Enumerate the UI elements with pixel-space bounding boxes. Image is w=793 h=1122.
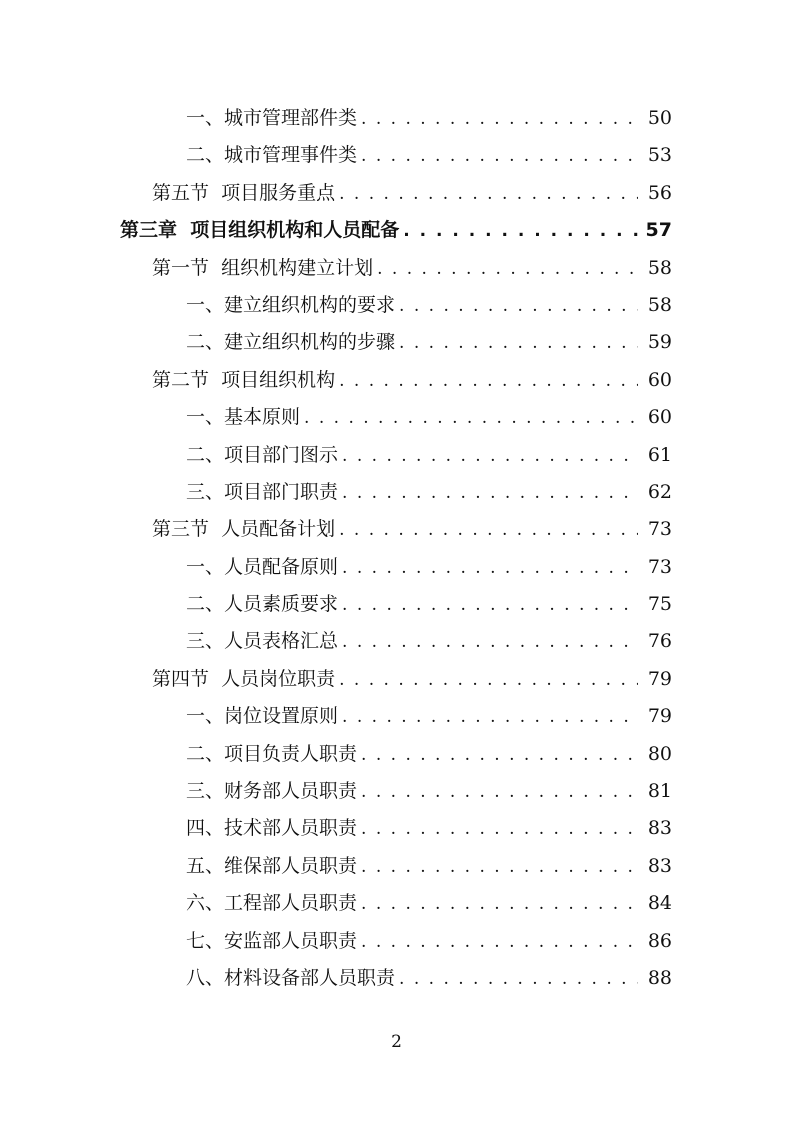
toc-entry-title: 一、城市管理部件类 (186, 107, 358, 129)
toc-entry-item[interactable] (0, 923, 793, 960)
toc-entry-item[interactable] (0, 100, 793, 137)
toc-entry-title: 八、材料设备部人员职责 (186, 966, 396, 989)
toc-entry-page: 58 (647, 256, 672, 279)
toc-entry-page: 81 (647, 780, 672, 803)
toc-entry-item[interactable] (0, 698, 793, 735)
page-number: 2 (391, 1032, 402, 1052)
toc-dot-leader (361, 886, 638, 923)
toc-dot-leader (342, 624, 638, 661)
toc-entry-title: 三、财务部人员职责 (186, 780, 358, 803)
toc-entry-page: 61 (647, 443, 672, 466)
toc-dot-leader (342, 550, 638, 587)
toc-dot-leader (339, 662, 638, 699)
toc-entry-title: 第一节 组织机构建立计划 (152, 256, 374, 279)
toc-entry-title: 三、人员表格汇总 (186, 630, 339, 653)
toc-dot-leader (342, 475, 638, 512)
toc-entry-item[interactable] (0, 586, 793, 623)
toc-dot-leader (339, 512, 638, 549)
toc-entry-title: 六、工程部人员职责 (186, 892, 358, 915)
toc-dot-leader (399, 961, 638, 998)
toc-entry-page: 60 (647, 406, 672, 429)
toc-entry-page: 79 (647, 667, 672, 690)
toc-entry-item[interactable] (0, 736, 793, 773)
toc-entry-item[interactable] (0, 848, 793, 885)
toc-dot-leader (361, 737, 638, 774)
toc-entry-title: 五、维保部人员职责 (186, 854, 358, 877)
toc-entry-item[interactable] (0, 810, 793, 847)
toc-entry-page: 83 (647, 854, 672, 877)
toc-entry-page: 56 (647, 181, 672, 204)
toc-dot-leader (361, 849, 638, 886)
toc-entry-item[interactable] (0, 287, 793, 324)
toc-entry-page: 57 (645, 219, 672, 242)
toc-entry-page: 50 (647, 107, 672, 129)
toc-entry-page: 73 (647, 518, 672, 541)
toc-entry-chapter[interactable] (0, 212, 793, 249)
toc-entry-title: 第二节 项目组织机构 (152, 368, 336, 391)
toc-dot-leader (399, 325, 638, 362)
toc-entry-title: 一、岗位设置原则 (186, 705, 339, 728)
toc-entry-title: 一、人员配备原则 (186, 555, 339, 578)
toc-dot-leader (342, 699, 638, 736)
toc-entry-title: 二、项目部门图示 (186, 443, 339, 466)
toc-entry-item[interactable] (0, 623, 793, 660)
toc-entry-item[interactable] (0, 437, 793, 474)
toc-entry-title: 一、基本原则 (186, 406, 301, 429)
toc-entry-item[interactable] (0, 773, 793, 810)
toc-entry-title: 第三节 人员配备计划 (152, 518, 336, 541)
toc-entry-page: 88 (647, 966, 672, 989)
toc-entry-page: 53 (647, 144, 672, 167)
toc-dot-leader (342, 587, 638, 624)
toc-entry-page: 58 (647, 293, 672, 316)
toc-dot-leader (361, 811, 638, 848)
toc-entry-title: 二、人员素质要求 (186, 593, 339, 616)
toc-entry-page: 83 (647, 817, 672, 840)
toc-dot-leader (377, 251, 638, 288)
toc-entry-item[interactable] (0, 474, 793, 511)
toc-entry-title: 第五节 项目服务重点 (152, 181, 336, 204)
toc-entry-title: 二、城市管理事件类 (186, 144, 358, 167)
toc-entry-page: 79 (647, 705, 672, 728)
toc-entry-section[interactable] (0, 661, 793, 698)
toc-entry-item[interactable] (0, 137, 793, 174)
toc-entry-page: 76 (647, 630, 672, 653)
toc-dot-leader (304, 400, 638, 437)
toc-entry-page: 59 (647, 331, 672, 354)
toc-dot-leader (339, 363, 638, 400)
toc-entry-page: 86 (647, 929, 672, 952)
toc-entry-title: 一、建立组织机构的要求 (186, 293, 396, 316)
toc-entry-item[interactable] (0, 399, 793, 436)
toc-entry-title: 七、安监部人员职责 (186, 929, 358, 952)
toc-dot-leader (399, 288, 638, 325)
toc-dot-leader (361, 774, 638, 811)
toc-entry-title: 二、项目负责人职责 (186, 742, 358, 765)
toc-dot-leader (361, 924, 638, 961)
table-of-contents (0, 100, 793, 997)
toc-entry-title: 第三章 项目组织机构和人员配备 (120, 219, 400, 242)
toc-entry-item[interactable] (0, 549, 793, 586)
toc-entry-title: 二、建立组织机构的步骤 (186, 331, 396, 354)
toc-entry-item[interactable] (0, 885, 793, 922)
toc-entry-page: 80 (647, 742, 672, 765)
toc-entry-page: 73 (647, 555, 672, 578)
toc-entry-page: 60 (647, 368, 672, 391)
toc-entry-section[interactable] (0, 250, 793, 287)
toc-entry-page: 84 (647, 892, 672, 915)
toc-entry-title: 三、项目部门职责 (186, 480, 339, 503)
toc-dot-leader (342, 438, 638, 475)
toc-entry-item[interactable] (0, 960, 793, 997)
toc-entry-section[interactable] (0, 175, 793, 212)
toc-entry-item[interactable] (0, 324, 793, 361)
toc-dot-leader (403, 213, 638, 250)
toc-dot-leader (361, 138, 638, 175)
toc-dot-leader (361, 101, 638, 138)
toc-entry-title: 四、技术部人员职责 (186, 817, 358, 840)
toc-entry-section[interactable] (0, 511, 793, 548)
toc-dot-leader (339, 176, 638, 213)
toc-entry-page: 62 (647, 480, 672, 503)
toc-entry-page: 75 (647, 593, 672, 616)
toc-entry-title: 第四节 人员岗位职责 (152, 667, 336, 690)
toc-entry-section[interactable] (0, 362, 793, 399)
